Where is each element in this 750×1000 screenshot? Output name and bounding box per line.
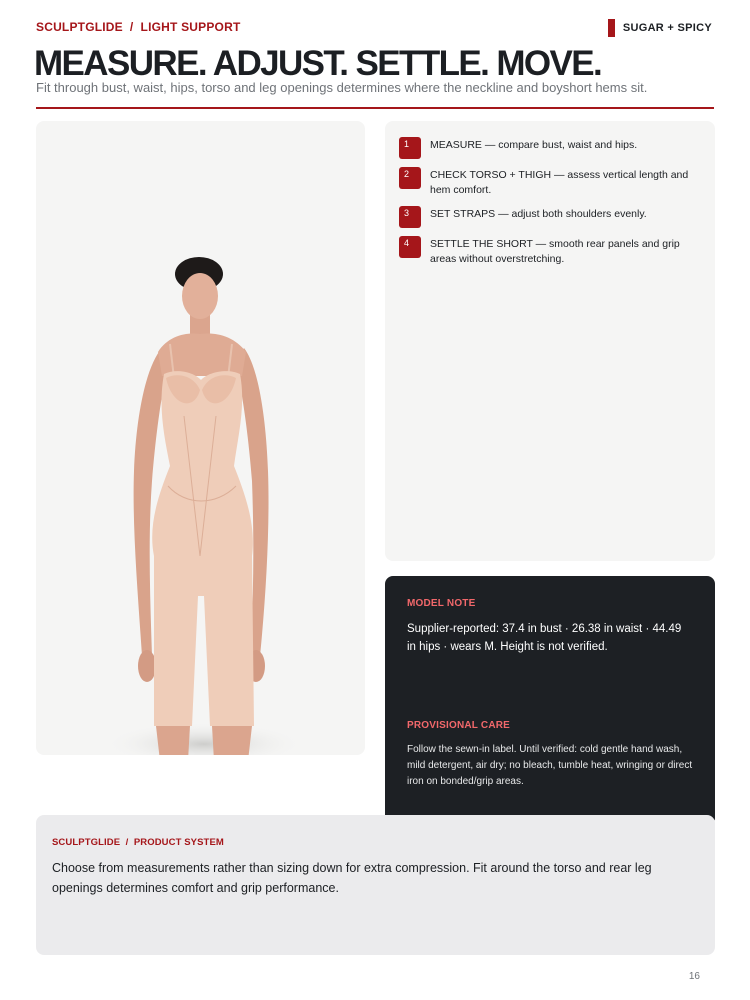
product-system-label: SCULPTGLIDE / PRODUCT SYSTEM xyxy=(52,837,224,848)
step-item xyxy=(399,167,695,198)
step-number-badge: 2 xyxy=(399,167,421,189)
step-text: CHECK TORSO + THIGH — assess vertical length and hem comfort. xyxy=(430,169,689,196)
product-image-card xyxy=(36,121,365,755)
step-text: MEASURE — compare bust, waist and hips. xyxy=(430,139,638,151)
page-title: MEASURE. ADJUST. SETTLE. MOVE. xyxy=(34,44,602,83)
model-bodysuit-illustration xyxy=(106,256,296,755)
model-note-body: Supplier-reported: 37.4 in bust · 26.38 in waist · 44.49 in hips · wears M. Height is not verified. xyxy=(407,623,682,653)
product-system-body: Choose from measurements rather than sizing down for extra compression. Fit around the torso and rear leg openings determines comfort and grip performance. xyxy=(52,861,652,895)
fit-steps-card xyxy=(385,121,715,561)
step-number-badge: 1 xyxy=(399,137,421,159)
step-number-badge: 4 xyxy=(399,236,421,258)
section-eyebrow: SCULPTGLIDE / LIGHT SUPPORT xyxy=(36,20,241,34)
page-number: 16 xyxy=(688,971,700,982)
step-text: SET STRAPS — adjust both shoulders evenly. xyxy=(430,208,647,220)
step-text: SETTLE THE SHORT — smooth rear panels and grip areas without overstretching. xyxy=(430,238,680,265)
model-note-label: MODEL NOTE xyxy=(407,598,476,609)
step-number-badge: 3 xyxy=(399,206,421,228)
page-subtitle: Fit through bust, waist, hips, torso and leg openings determines where the neckline and boyshort hems sit. xyxy=(36,80,648,95)
model-note-card xyxy=(385,576,715,826)
brand-accent-bar xyxy=(608,19,615,37)
step-item xyxy=(399,206,695,228)
product-system-card xyxy=(36,815,715,955)
care-body: Follow the sewn-in label. Until verified: cold gentle hand wash, mild detergent, air dry; no bleach, tumble heat, wringing or direct iron on bonded/grip areas. xyxy=(407,744,693,787)
step-item xyxy=(399,137,695,159)
step-item xyxy=(399,236,695,267)
care-label: PROVISIONAL CARE xyxy=(407,720,511,731)
brand-mark xyxy=(608,19,712,37)
header-divider xyxy=(36,107,714,109)
brand-name: SUGAR + SPICY xyxy=(622,22,712,34)
